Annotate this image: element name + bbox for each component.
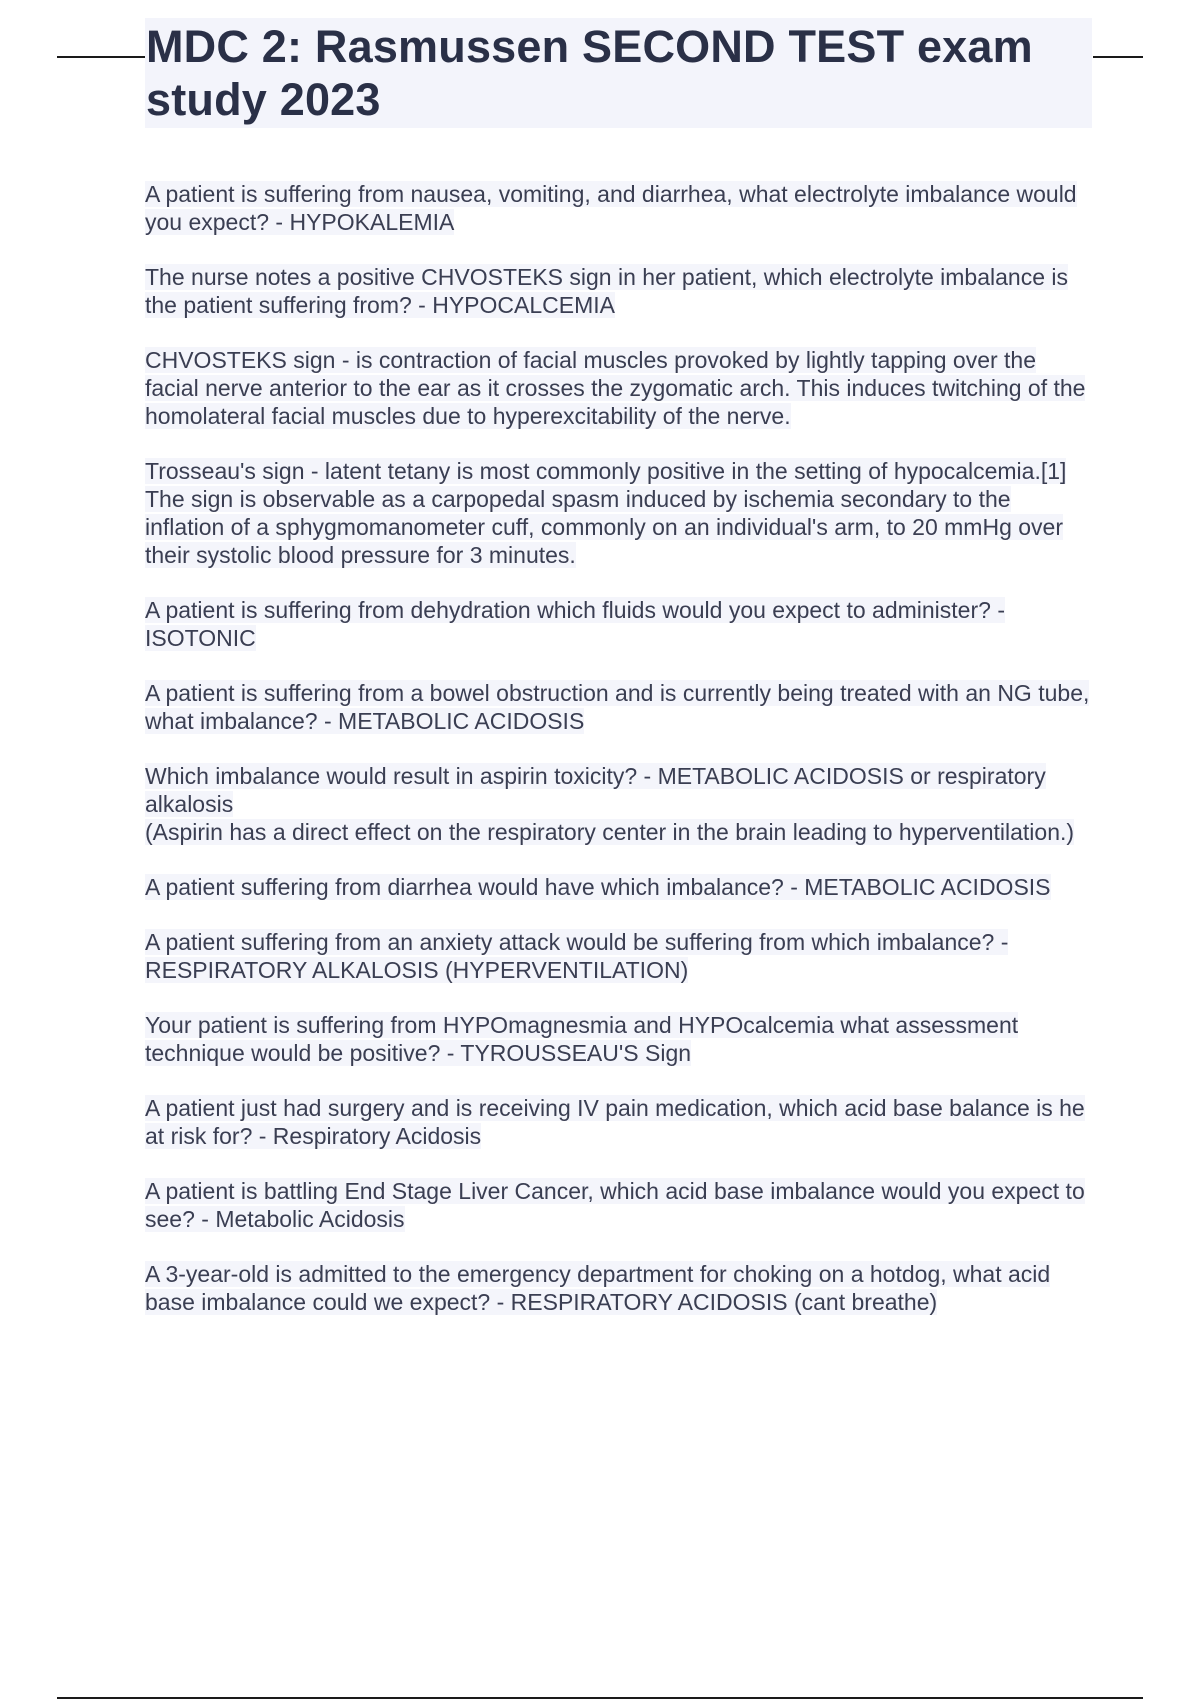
qa-text: A patient is suffering from nausea, vomiting, and diarrhea, what electrolyte imbalance would you expect? - HYPOKALEMIA — [145, 181, 1077, 235]
qa-text: A patient suffering from an anxiety attack would be suffering from which imbalance? - RESPIRATORY ALKALOSIS (HYPERVENTILATION) — [145, 929, 1009, 983]
qa-item — [145, 457, 1095, 569]
qa-text: A patient is suffering from a bowel obstruction and is currently being treated with an NG tube, what imbalance? - METABOLIC ACIDOSIS — [145, 680, 1090, 734]
qa-item — [145, 180, 1095, 236]
qa-item — [145, 1260, 1095, 1316]
qa-item — [145, 1094, 1095, 1150]
qa-text: Your patient is suffering from HYPOmagnesmia and HYPOcalcemia what assessment technique would be positive? - TYROUSSEAU'S Sign — [145, 1012, 1019, 1066]
qa-item — [145, 346, 1095, 430]
qa-text: A patient just had surgery and is receiving IV pain medication, which acid base balance is he at risk for? - Respiratory Acidosis — [145, 1095, 1085, 1149]
qa-item — [145, 263, 1095, 319]
qa-text: A patient suffering from diarrhea would have which imbalance? - METABOLIC ACIDOSIS — [145, 874, 1051, 900]
qa-text: The nurse notes a positive CHVOSTEKS sign in her patient, which electrolyte imbalance is the patient suffering from? - HYPOCALCEMIA — [145, 264, 1068, 318]
qa-item — [145, 596, 1095, 652]
qa-text: Which imbalance would result in aspirin toxicity? - METABOLIC ACIDOSIS or respiratory alkalosis — [145, 763, 1046, 817]
title-block — [145, 18, 1092, 128]
qa-text: A 3-year-old is admitted to the emergency department for choking on a hotdog, what acid base imbalance could we expect? - RESPIRATORY ACIDOSIS (cant breathe) — [145, 1261, 1051, 1315]
footer-rule — [57, 1697, 1143, 1699]
qa-item — [145, 1177, 1095, 1233]
qa-text: CHVOSTEKS sign - is contraction of facial muscles provoked by lightly tapping over the facial nerve anterior to the ear as it crosses the zygomatic arch. This induces twitching of the homolateral facial muscles due to hyperexcitability of the nerve. — [145, 347, 1086, 429]
qa-item — [145, 928, 1095, 984]
header-rule-left — [57, 56, 145, 58]
qa-note: (Aspirin has a direct effect on the respiratory center in the brain leading to hyperventilation.) — [145, 819, 1075, 845]
qa-item — [145, 1011, 1095, 1067]
header-rule-right — [1093, 56, 1143, 58]
qa-item — [145, 762, 1095, 846]
qa-text: Trosseau's sign - latent tetany is most commonly positive in the setting of hypocalcemia.[1] The sign is observable as a carpopedal spasm induced by ischemia secondary to the inflation of a sphygmomanometer cuff, commonly on an individual's arm, to 20 mmHg over their systolic blood pressure for 3 minutes. — [145, 458, 1067, 568]
qa-item — [145, 679, 1095, 735]
document-body — [145, 180, 1095, 1343]
qa-item — [145, 873, 1095, 901]
qa-text: A patient is battling End Stage Liver Cancer, which acid base imbalance would you expect to see? - Metabolic Acidosis — [145, 1178, 1085, 1232]
qa-text: A patient is suffering from dehydration which fluids would you expect to administer? - ISOTONIC — [145, 597, 1005, 651]
page-title: MDC 2: Rasmussen SECOND TEST exam study 2023 — [146, 21, 1033, 125]
